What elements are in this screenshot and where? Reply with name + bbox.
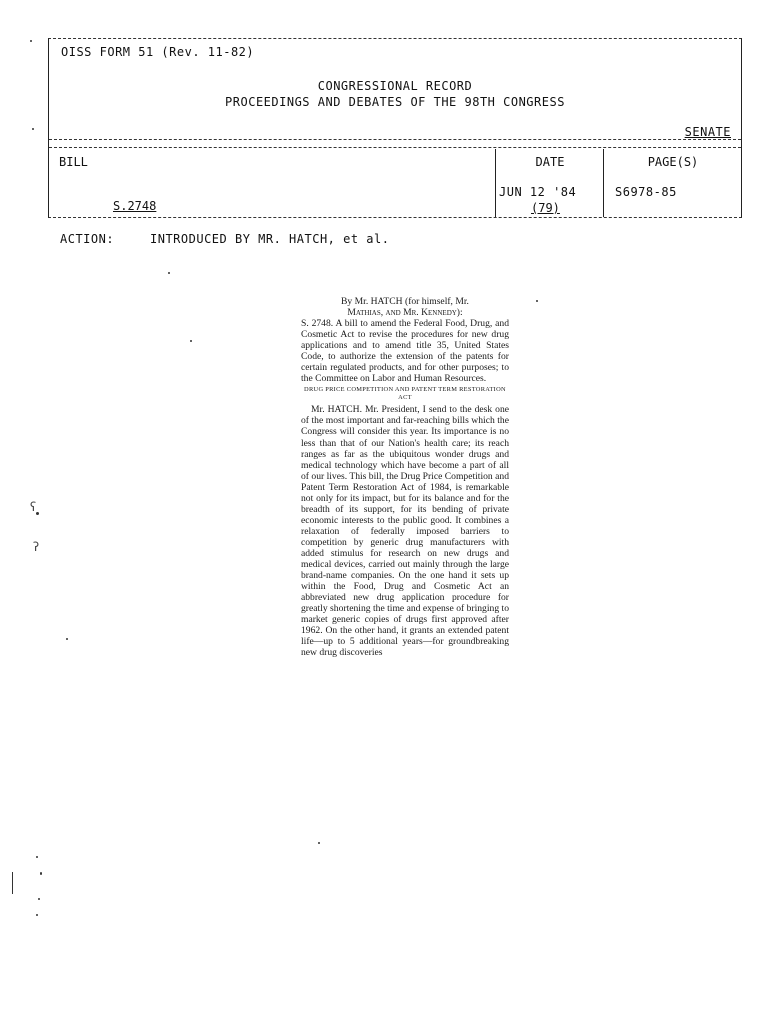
bill-summary: S. 2748. A bill to amend the Federal Food, Drug, and Cosmetic Act to revise the procedures for new drug applications and to amend title 35, United States Code, to authorize the extension of the patents for certain regulated products, and for other purposes; to the Committee on Labor and Human Resources. — [301, 318, 509, 385]
scan-speck — [38, 898, 40, 900]
pages-label: PAGE(S) — [647, 155, 699, 169]
column-separator-date — [495, 149, 496, 217]
article-cosponsors: Mathias, and Mr. Kennedy): — [347, 307, 463, 319]
form-header-box — [48, 38, 742, 218]
form-name: OISS FORM 51 (Rev. 11-82) — [61, 45, 255, 59]
scan-speck — [36, 512, 39, 515]
scan-speck — [36, 856, 38, 858]
bill-label: BILL — [59, 155, 88, 169]
scan-speck — [190, 340, 192, 342]
scan-speck — [536, 300, 538, 302]
action-line — [60, 232, 389, 246]
record-title: CONGRESSIONAL RECORD — [317, 79, 473, 93]
scan-speck — [12, 872, 13, 894]
scan-speck — [30, 40, 32, 42]
record-subtitle: PROCEEDINGS AND DEBATES OF THE 98TH CONGRESS — [225, 95, 565, 109]
pages-value: S6978-85 — [615, 185, 677, 199]
chamber-label: SENATE — [684, 125, 731, 139]
speech-body: Mr. HATCH. Mr. President, I send to the desk one of the most important and far-reaching bills which the Congress will consider this year. Its importance is no less than that of our Nation's health care; its reach ranges as far as the ubiquitous wonder drugs and medical technology which have become a part of all of our lives. This bill, the Drug Price Competition and Patent Term Restoration Act of 1984, is remarkable not only for its impact, but for its balance and for the breadth of its support, for its bending of private economic interests to the public good. It combines a relaxation of federally imposed barriers to competition by generic drug manufacturers with added stimulus for research on new drugs and medical devices, carried out mainly through the large brand-name companies. On the one hand it sets up within the Food, Drug and Cosmetic Act an abbreviated new drug application procedure for greatly shortening the time and expense of bringing to market generic copies of drugs first approved after 1962. On the other hand, it grants an extended patent life—up to 5 additional years—for groundbreaking new drug discoveries — [301, 404, 509, 659]
header-divider-lower — [49, 147, 741, 148]
article-intro-line: By Mr. HATCH (for himself, Mr. — [341, 296, 469, 307]
scan-speck — [168, 272, 170, 274]
scan-speck — [318, 842, 320, 844]
scan-speck — [32, 128, 34, 130]
date-label: DATE — [535, 155, 565, 169]
act-heading: DRUG PRICE COMPETITION AND PATENT TERM RESTORATION ACT — [304, 386, 506, 402]
bill-number: S.2748 — [113, 199, 157, 213]
article-column — [301, 296, 509, 658]
action-text: INTRODUCED BY MR. HATCH, et al. — [150, 232, 390, 246]
margin-mark: ʔ — [33, 540, 40, 554]
date-value: JUN 12 '84 — [499, 185, 577, 199]
margin-mark: ʕ — [30, 500, 37, 514]
scan-speck — [66, 638, 68, 640]
column-separator-pages — [603, 149, 604, 217]
header-divider — [49, 139, 741, 140]
action-label: ACTION: — [60, 232, 115, 246]
scan-speck — [40, 872, 42, 875]
date-sub-number: (79) — [531, 201, 560, 215]
scan-speck — [36, 914, 38, 916]
